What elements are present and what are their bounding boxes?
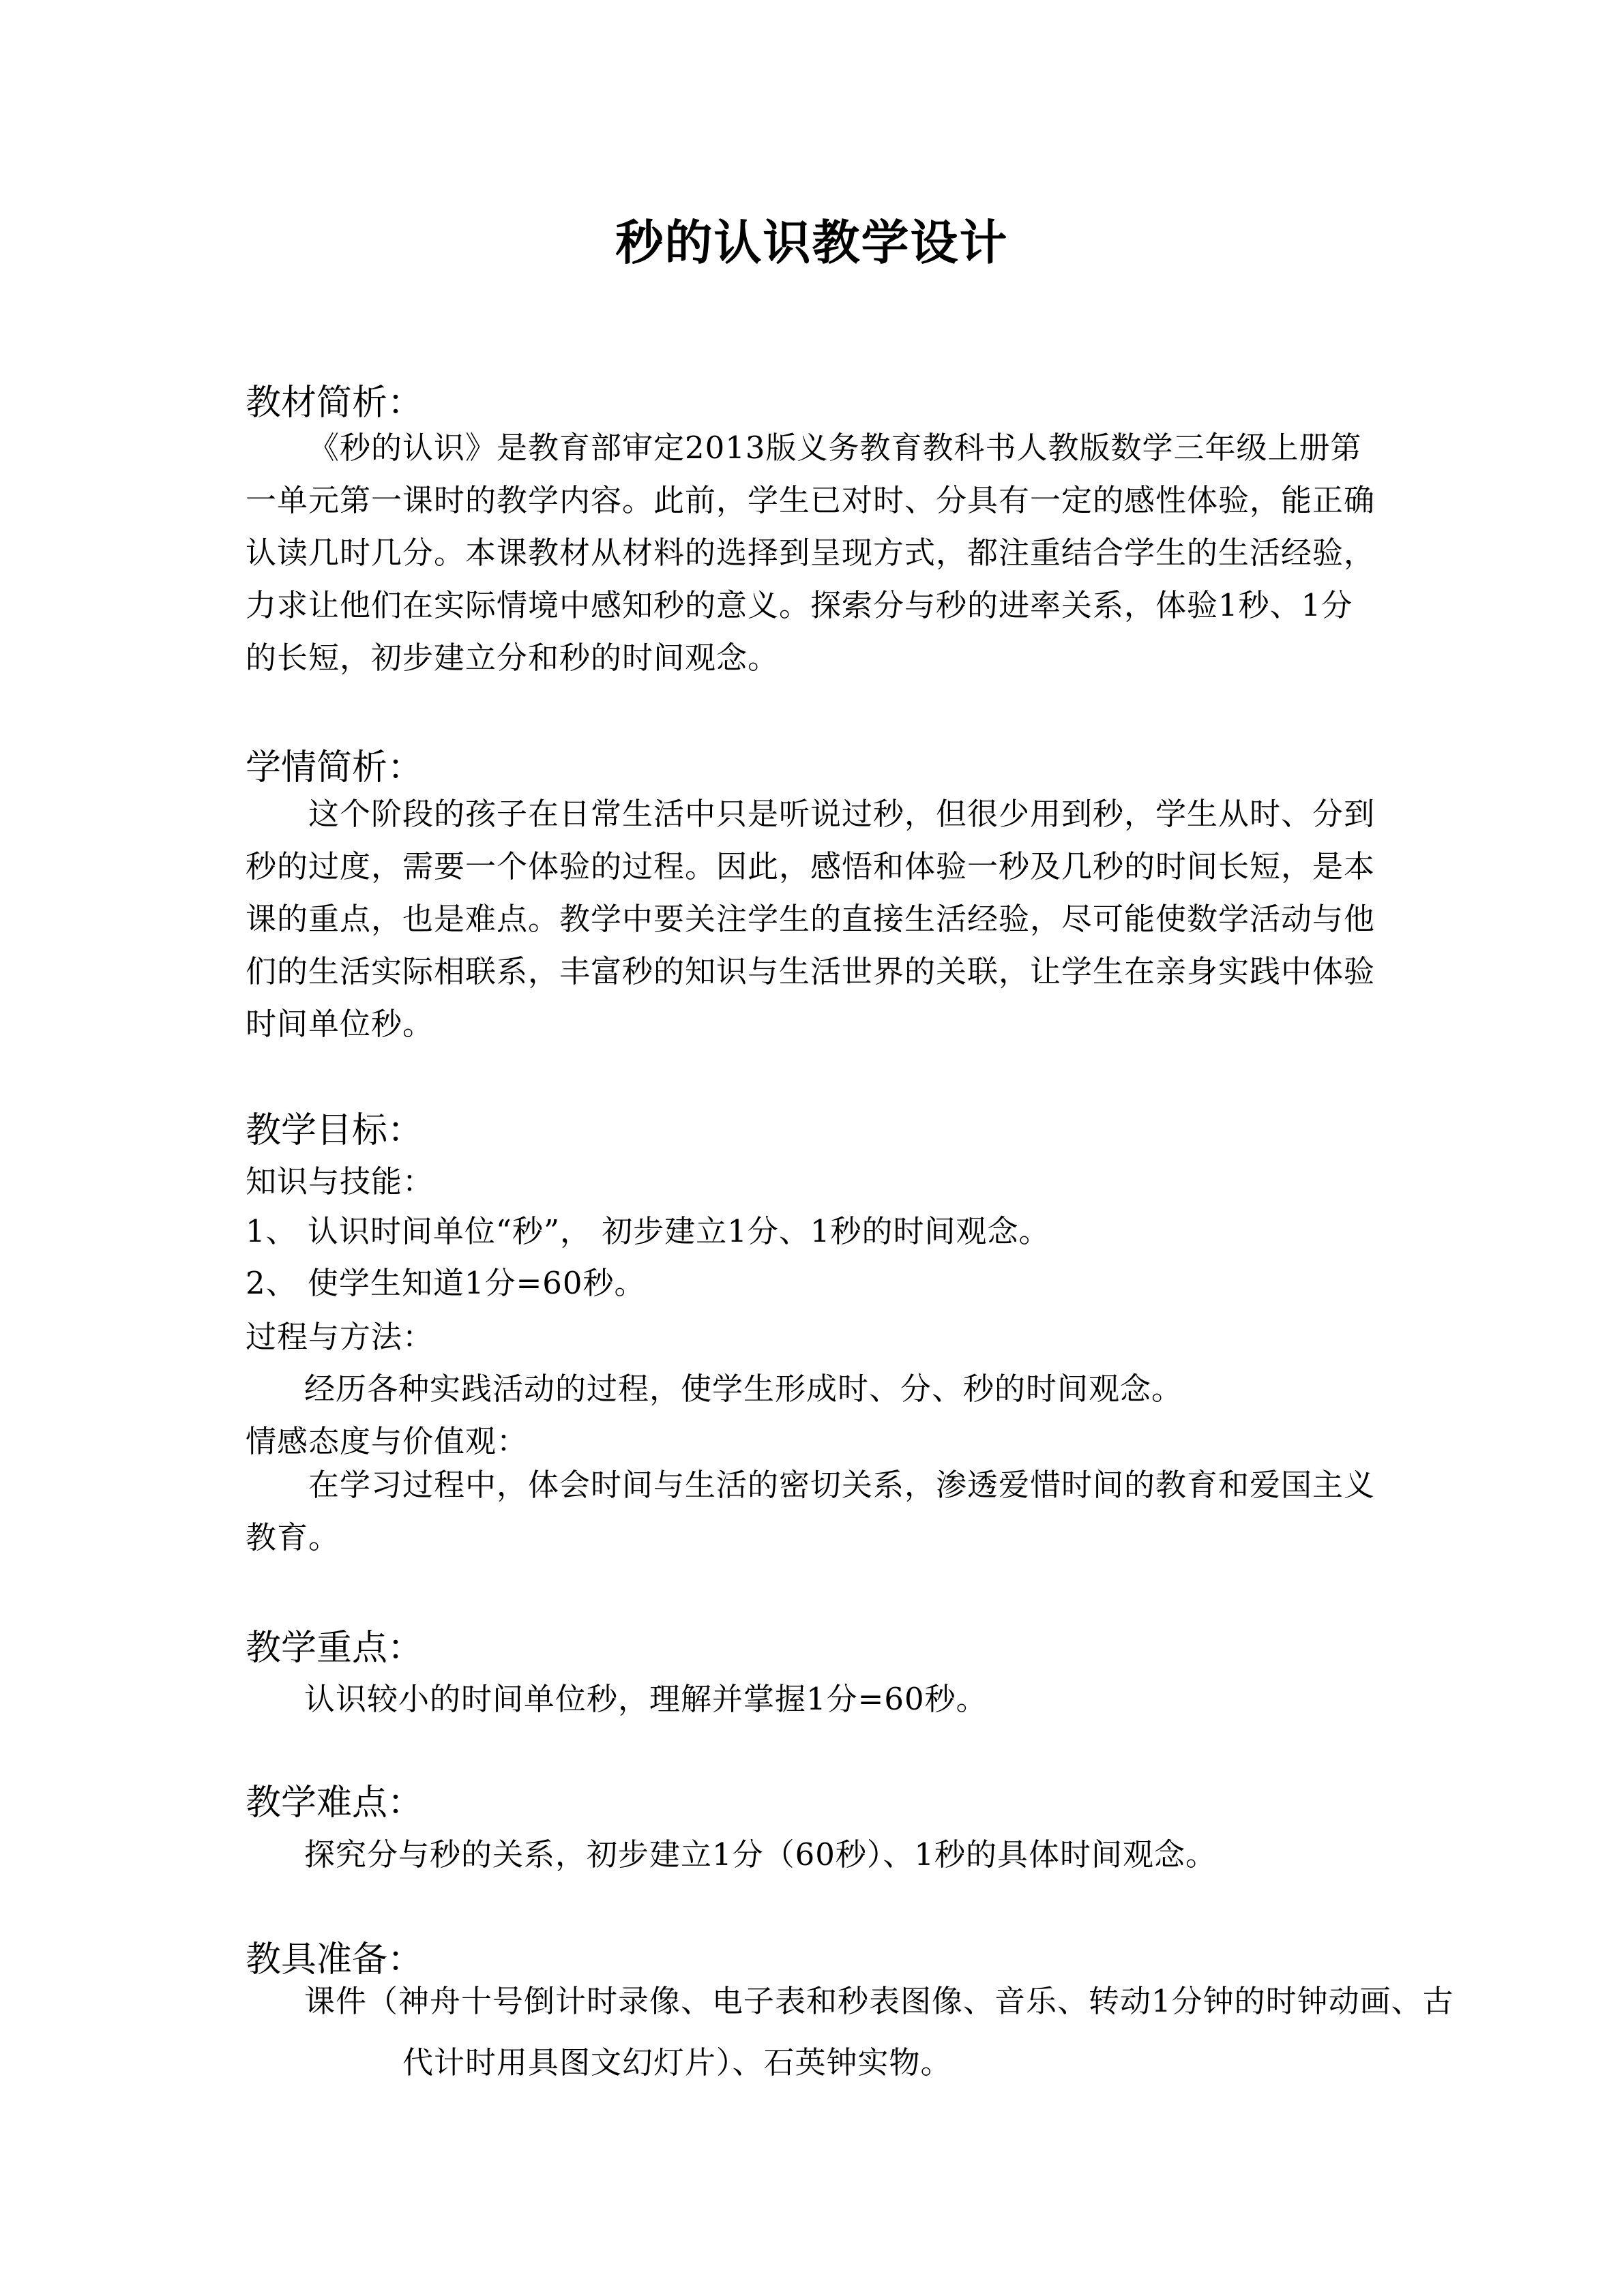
materials-prep-heading: 教具准备： xyxy=(246,1939,424,1980)
difficulties-heading: 教学难点： xyxy=(246,1783,424,1823)
difficulties-text: 探究分与秒的关系，初步建立1分（60秒）、1秒的具体时间观念。 xyxy=(304,1836,1217,1873)
attitude-paragraph: 在学习过程中，体会时间与生活的密切关系，渗透爱惜时间的教育和爱国主义教育。 xyxy=(246,1467,1376,1555)
materials-prep-text: 课件（神舟十号倒计时录像、电子表和秒表图像、音乐、转动1分钟的时钟动画、古代计时用具图文幻灯片）、石英钟实物。 xyxy=(304,1983,1454,2081)
document-title: 秒的认识教学设计 xyxy=(615,215,1009,271)
materials-heading: 教材简析： xyxy=(246,383,424,423)
goals-heading: 教学目标： xyxy=(246,1110,424,1151)
learners-heading: 学情简析： xyxy=(246,747,424,788)
attitude-label: 情感态度与价值观： xyxy=(246,1423,529,1459)
knowledge-item-1: 1、 认识时间单位“秒”， 初步建立1分、1秒的时间观念。 xyxy=(246,1213,1050,1249)
knowledge-item-2: 2、 使学生知道1分=60秒。 xyxy=(246,1265,646,1301)
process-label: 过程与方法： xyxy=(246,1319,434,1355)
key-points-text: 认识较小的时间单位秒，理解并掌握1分=60秒。 xyxy=(304,1681,988,1717)
knowledge-label: 知识与技能： xyxy=(246,1163,434,1199)
learners-paragraph: 这个阶段的孩子在日常生活中只是听说过秒，但很少用到秒，学生从时、分到秒的过度，需要一个体验的过程。因此，感悟和体验一秒及几秒的时间长短，是本课的重点，也是难点。教学中要关注学生的直接生活经验，尽可能使数学活动与他们的生活实际相联系，丰富秒的知识与生活世界的关联，让学生在亲身实践中体验时间单位秒。 xyxy=(246,796,1376,1042)
materials-paragraph: 《秒的认识》是教育部审定2013版义务教育教科书人教版数学三年级上册第一单元第一课时的教学内容。此前，学生已对时、分具有一定的感性体验，能正确认读几时几分。本课教材从材料的选择到呈现方式，都注重结合学生的生活经验，力求让他们在实际情境中感知秒的意义。探索分与秒的进率关系，体验1秒、1分的长短，初步建立分和秒的时间观念。 xyxy=(246,430,1376,676)
process-text: 经历各种实践活动的过程，使学生形成时、分、秒的时间观念。 xyxy=(304,1371,1183,1407)
key-points-heading: 教学重点： xyxy=(246,1628,424,1669)
